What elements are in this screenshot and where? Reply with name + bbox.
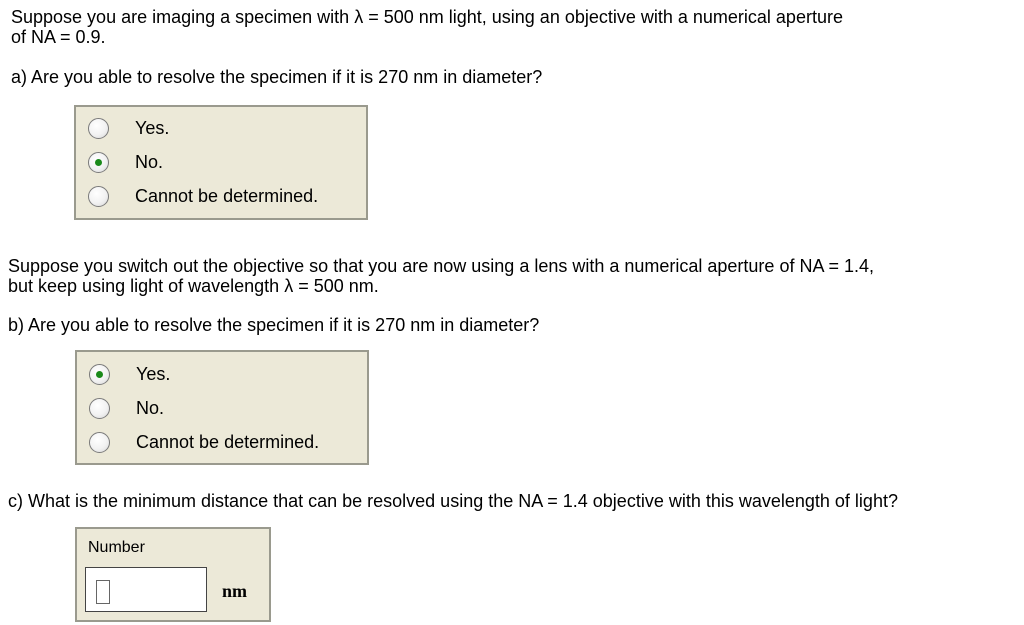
option-a-cannot-determine[interactable] [76,183,366,213]
question-c: c) What is the minimum distance that can be resolved using the NA = 1.4 objective with this wavelength of light? [8,491,898,511]
option-b-cannot-determine[interactable] [77,429,367,459]
switch-line-1: Suppose you switch out the objective so that you are now using a lens with a numerical aperture of NA = 1.4, [8,256,875,276]
option-label[interactable]: Yes. [135,118,170,138]
intro-line-2: of NA = 0.9. [11,27,106,47]
answer-group-b [75,350,369,465]
option-label[interactable]: No. [136,398,165,418]
option-a-no[interactable] [76,149,366,179]
radio-b-no[interactable] [89,398,110,419]
answer-group-a [74,105,368,220]
option-b-yes[interactable] [77,361,367,391]
radio-a-yes[interactable] [88,118,109,139]
switch-line-2: but keep using light of wavelength λ = 500 nm. [8,276,379,296]
number-input[interactable] [85,567,207,612]
radio-a-cannot-determine[interactable] [88,186,109,207]
intro-line-1: Suppose you are imaging a specimen with λ = 500 nm light, using an objective with a numerical aperture [11,7,843,27]
option-label[interactable]: Yes. [136,364,171,384]
radio-b-cannot-determine[interactable] [89,432,110,453]
unit-label: nm [222,581,248,601]
question-b: b) Are you able to resolve the specimen if it is 270 nm in diameter? [8,315,540,335]
option-label[interactable]: No. [135,152,164,172]
option-b-no[interactable] [77,395,367,425]
number-answer-panel [75,527,271,622]
question-a: a) Are you able to resolve the specimen if it is 270 nm in diameter? [11,67,543,87]
radio-b-yes[interactable] [89,364,110,385]
option-a-yes[interactable] [76,115,366,145]
option-label[interactable]: Cannot be determined. [135,186,319,206]
number-label: Number [88,539,145,556]
option-label[interactable]: Cannot be determined. [136,432,320,452]
radio-a-no[interactable] [88,152,109,173]
